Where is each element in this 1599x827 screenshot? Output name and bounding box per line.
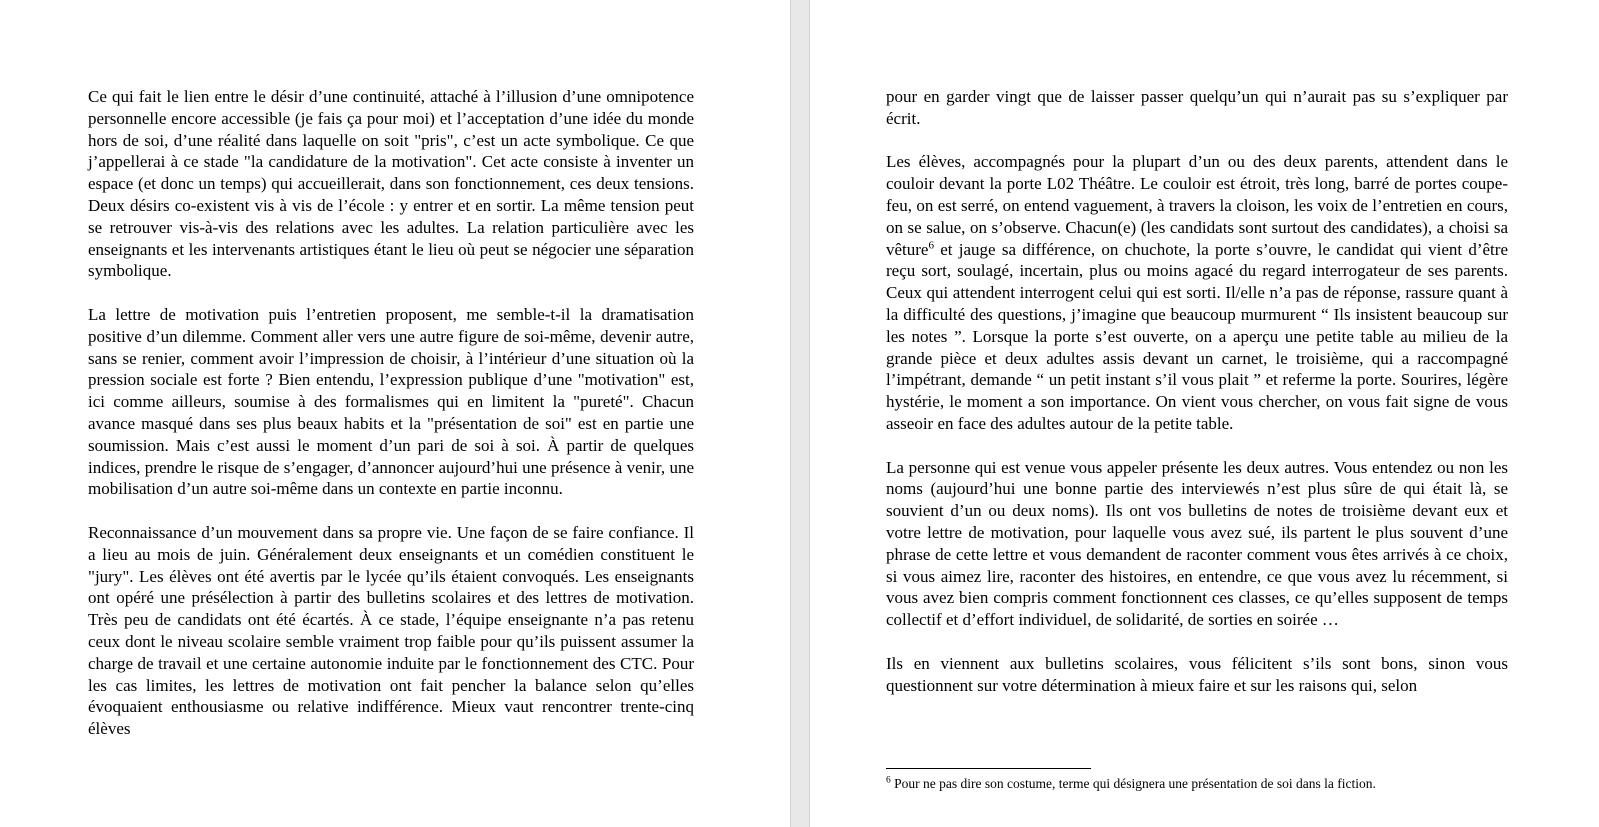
paragraph: Reconnaissance d’un mouvement dans sa propre vie. Une façon de se faire confiance. Il a lieu au mois de juin. Généralement deux enseignants et un comédien constituent le "jury". Les élèves ont été avertis par le lycée qu’ils étaient convoqués. Les enseignants ont opéré une présélection à partir des bulletins scolaires et des lettres de motivation. Très peu de candidats ont été écartés. À ce stade, l’équipe enseignante n’a pas retenu ceux dont le niveau scolaire semble vraiment trop faible pour qu’ils puissent assumer la charge de travail et une certaine autonomie induite par le fonctionnement des CTC. Pour les cas limites, les lettres de motivation ont fait pencher la balance selon qu’elles évoquaient enthousiasme ou relative indifférence. Mieux vaut rencontrer trente-cinq élèves: [88, 522, 694, 739]
page-right-text-column: [886, 86, 1508, 718]
paragraph: pour en garder vingt que de laisser passer quelqu’un qui n’aurait pas su s’expliquer par écrit.: [886, 87, 1508, 128]
footnote: [886, 768, 1508, 792]
paragraph: Ils en viennent aux bulletins scolaires, vous félicitent s’ils sont bons, sinon vous questionnent sur votre détermination à mieux faire et sur les raisons qui, selon: [886, 653, 1508, 695]
page-right: [810, 0, 1599, 827]
paragraph: Ce qui fait le lien entre le désir d’une continuité, attaché à l’illusion d’une omnipotence personnelle encore accessible (je fais ça pour moi) et l’acceptation d’une idée du monde hors de soi, d’une réalité dans laquelle on soit "pris", c’est un acte symbolique. Ce que j’appellerai à ce stade "la candidature de la motivation". Cet acte consiste à inventer un espace (et donc un temps) qui accueillerait, dans son fonctionnement, ces deux tensions. Deux désirs co-existent vis à vis de l’école : y entrer et en sortir. La même tension peut se retrouver vis-à-vis des relations avec les adultes. La relation particulière avec les enseignants et les intervenants artistiques étant le lieu où peut se négocier une séparation symbolique.: [88, 87, 694, 281]
footnote-body: Pour ne pas dire son costume, terme qui désignera une présentation de soi dans la fiction.: [894, 776, 1376, 791]
paragraph: La lettre de motivation puis l’entretien proposent, me semble-t-il la dramatisation positive d’un dilemme. Comment aller vers une autre figure de soi-même, devenir autre, sans se renier, comment avoir l’impression de choisir, à l’intérieur d’une situation où la pression sociale est forte ? Bien entendu, l’expression publique d’une "motivation" est, ici comme ailleurs, soumise à des formalismes qui en limitent la "pureté". Chacun avance masqué dans ses plus beaux habits et la "présentation de soi" est en partie une soumission. Mais c’est aussi le moment d’un pari de soi à soi. À partir de quelques indices, prendre le risque de s’engager, d’annoncer aujourd’hui une présence à venir, une mobilisation d’un autre soi-même dans un contexte en partie inconnu.: [88, 304, 694, 499]
page-left-text-column: [88, 86, 694, 762]
footnote-text: [886, 776, 1508, 792]
page-gap-divider: [790, 0, 810, 827]
footnote-marker: 6: [886, 775, 891, 786]
page-left: [0, 0, 790, 827]
footnote-separator-rule: [886, 768, 1091, 769]
footnote-reference: 6: [928, 238, 934, 251]
paragraph: Les élèves, accompagnés pour la plupart d’un ou des deux parents, attendent dans le couloir devant la porte L02 Théâtre. Le couloir est étroit, très long, barré de portes coupe-feu, on est serré, on entend vaguement, à travers la cloison, les voix de l’entretien en cours, on se salue, on s’observe. Chacun(e) (les candidats sont surtout des candidates), a choisi sa vêture$^6$ et jauge sa différence, on chuchote, la porte s’ouvre, le candidat qui vient d’être reçu sort, soulagé, incertain, plus ou moins agacé du regard interrogateur de ses parents. Ceux qui attendent interrogent celui qui est sorti. Il/elle n’a pas de réponse, rassure quant à la difficulté des questions, j’imagine que beaucoup murmurent “ Ils insistent beaucoup sur les notes ”. Lorsque la porte s’est ouverte, on a aperçu une petite table au milieu de la grande pièce et deux adultes assis devant un carnet, le troisième, qui a raccompagné l’impétrant, demande “ un petit instant s’il vous plait ” et referme la porte. Sourires, légère hystérie, le moment a son importance. On vient vous chercher, on vous fait signe de vous asseoir en face des adultes autour de la petite table.: [886, 152, 1508, 433]
paragraph: La personne qui est venue vous appeler présente les deux autres. Vous entendez ou non les noms (aujourd’hui une bonne partie des interviewés n’est plus sûre de qui était là, se souvient d’un ou deux noms). Ils ont vos bulletins de notes de troisième devant eux et votre lettre de motivation, pour laquelle vous avez sué, ils partent le plus souvent d’une phrase de cette lettre et vous demandent de raconter comment vous êtes arrivés à ce choix, si vous aimez lire, raconter des histoires, en entendre, ce que vous avez lu récemment, si vous avez bien compris comment fonctionnent ces classes, ce qu’elles supposent de temps collectif et d’effort individuel, de solidarité, de sorties en soirée …: [886, 457, 1508, 630]
